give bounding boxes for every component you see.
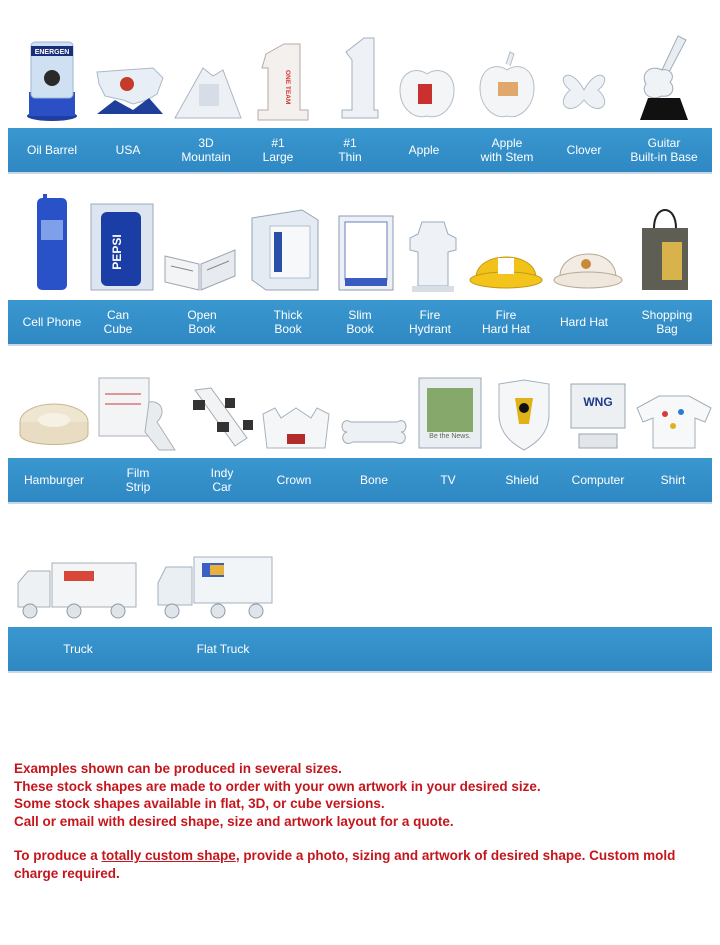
truck-icon[interactable] <box>12 557 142 621</box>
product-label[interactable]: Flat Truck <box>196 642 250 656</box>
thumbnail-strip <box>8 358 712 458</box>
custom-shape-note <box>14 847 704 882</box>
shirt-icon[interactable] <box>634 392 714 452</box>
note-line: These stock shapes are made to order with your own artwork in your desired size. <box>14 778 541 794</box>
indy-car-icon[interactable] <box>184 380 260 452</box>
mountain-icon[interactable] <box>172 60 244 122</box>
label-bar <box>8 627 712 673</box>
svg-text:PEPSI: PEPSI <box>110 234 124 270</box>
film-strip-icon[interactable] <box>94 372 180 452</box>
product-label[interactable]: Film Strip <box>125 466 151 494</box>
open-book-icon[interactable] <box>160 236 240 294</box>
note-line: Some stock shapes available in flat, 3D, or cube versions. <box>14 796 385 811</box>
product-row-3 <box>8 358 712 494</box>
product-label[interactable]: Truck <box>63 642 93 656</box>
product-label[interactable]: Thick Book <box>273 308 303 336</box>
can-cube-icon[interactable] <box>86 200 158 294</box>
product-label[interactable]: Shirt <box>660 473 686 487</box>
usa-map-icon[interactable] <box>92 60 166 122</box>
computer-icon[interactable] <box>560 380 636 452</box>
slim-book-icon[interactable] <box>332 212 400 294</box>
product-label[interactable]: Apple <box>408 143 440 157</box>
product-label[interactable]: Bone <box>359 473 389 487</box>
product-label[interactable]: Indy Car <box>210 466 234 494</box>
fire-hard-hat-icon[interactable] <box>468 238 544 294</box>
shopping-bag-icon[interactable] <box>630 198 700 294</box>
note-text: , provide a photo, sizing and artwork of desired shape. Custom mold charge required. <box>14 848 676 881</box>
thumbnail-strip <box>8 28 712 128</box>
product-label[interactable]: #1 Thin <box>338 136 362 164</box>
svg-text:ONE TEAM: ONE TEAM <box>284 70 291 105</box>
product-label[interactable]: Apple with Stem <box>480 136 534 164</box>
product-row-2 <box>8 200 712 336</box>
product-label[interactable]: USA <box>115 143 141 157</box>
info-notes <box>14 760 704 882</box>
product-label[interactable]: 3D Mountain <box>181 136 231 164</box>
apple-icon[interactable] <box>394 62 460 122</box>
crown-icon[interactable] <box>258 404 334 452</box>
cell-phone-icon[interactable] <box>24 194 80 294</box>
svg-text:ENERGEN: ENERGEN <box>34 49 70 56</box>
oil-barrel-icon[interactable] <box>20 34 84 122</box>
number-one-thin-icon[interactable] <box>330 34 390 122</box>
product-row-4 <box>8 527 712 656</box>
label-bar <box>8 300 712 346</box>
product-label[interactable]: Crown <box>276 473 312 487</box>
product-label[interactable]: Slim Book <box>346 308 374 336</box>
spacer <box>14 830 704 847</box>
thumbnail-strip <box>8 200 712 300</box>
product-label[interactable]: Hamburger <box>23 473 85 487</box>
label-bar <box>8 458 712 504</box>
number-one-large-icon[interactable] <box>252 40 312 122</box>
thumbnail-strip <box>8 527 712 627</box>
shield-icon[interactable] <box>490 378 558 452</box>
note-line: Examples shown can be produced in several sizes. <box>14 761 342 776</box>
product-label[interactable]: Guitar Built-in Base <box>630 136 698 164</box>
note-text: To produce a <box>14 848 102 863</box>
tv-icon[interactable] <box>412 374 488 452</box>
guitar-icon[interactable] <box>628 32 698 122</box>
product-label[interactable]: Fire Hydrant <box>408 308 452 336</box>
clover-icon[interactable] <box>550 60 618 122</box>
product-label[interactable]: Open Book <box>187 308 217 336</box>
fire-hydrant-icon[interactable] <box>402 208 464 294</box>
product-row-1 <box>8 28 712 164</box>
product-label[interactable]: #1 Large <box>262 136 294 164</box>
product-label[interactable]: Shopping Bag <box>641 308 693 336</box>
svg-text:WNG: WNG <box>583 395 613 409</box>
svg-text:Be the News.: Be the News. <box>429 433 471 440</box>
flat-truck-icon[interactable] <box>152 553 278 621</box>
product-label[interactable]: Cell Phone <box>22 315 82 329</box>
product-label[interactable]: Hard Hat <box>559 315 609 329</box>
product-label[interactable]: Computer <box>571 473 625 487</box>
hard-hat-icon[interactable] <box>548 234 628 294</box>
apple-stem-icon[interactable] <box>474 50 540 122</box>
bone-icon[interactable] <box>336 412 412 452</box>
custom-shape-link[interactable]: totally custom shape <box>101 848 236 863</box>
product-label[interactable]: TV <box>440 473 456 487</box>
product-label[interactable]: Fire Hard Hat <box>481 308 531 336</box>
note-line: Call or email with desired shape, size and artwork layout for a quote. <box>14 813 454 829</box>
product-label[interactable]: Shield <box>505 473 539 487</box>
product-label[interactable]: Can Cube <box>103 308 133 336</box>
hamburger-icon[interactable] <box>16 394 92 452</box>
product-label[interactable]: Oil Barrel <box>26 143 77 157</box>
thick-book-icon[interactable] <box>246 206 322 294</box>
product-label[interactable]: Clover <box>566 143 602 157</box>
label-bar <box>8 128 712 174</box>
